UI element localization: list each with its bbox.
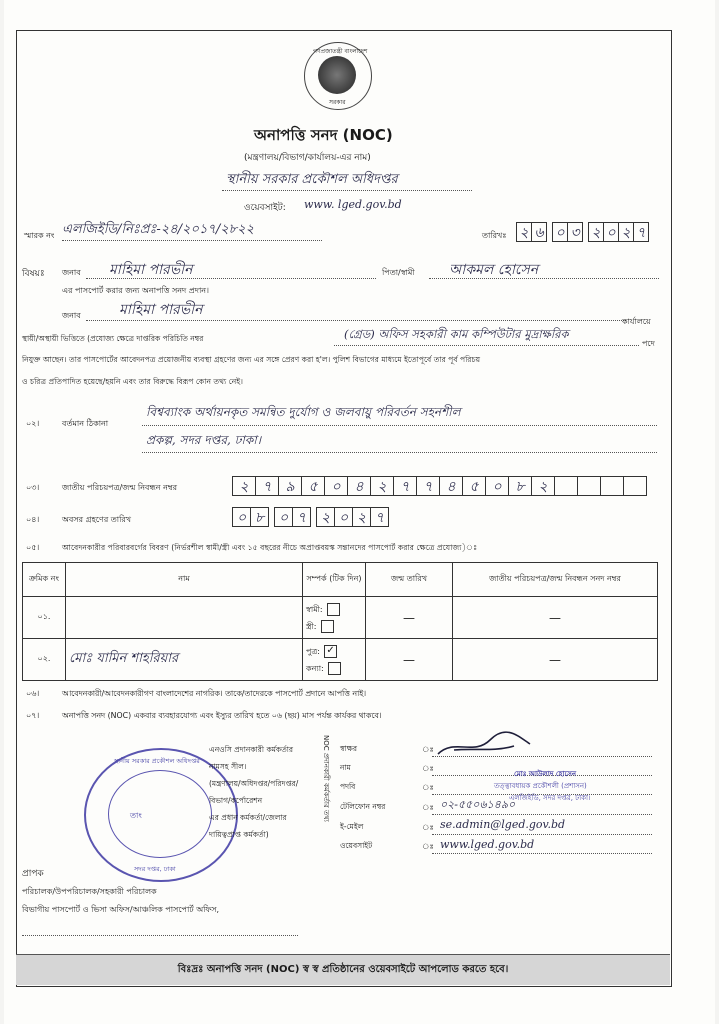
relation-husband-checkbox[interactable] — [327, 603, 340, 616]
digit-box: ২ — [232, 476, 256, 496]
field-colon: ঃ — [422, 803, 434, 812]
field-colon: ঃ — [422, 783, 434, 792]
email-value: se.admin@lged.gov.bd — [440, 818, 566, 831]
address-line-1: বিশ্বব্যাংক অর্থায়নকৃত সমন্বিত দুর্যোগ ও জলবায়ু পরিবর্তন সহনশীল — [146, 405, 461, 419]
digit-box: ২ — [516, 222, 532, 242]
signatory-field-label: স্বাক্ষর — [340, 744, 357, 753]
website-field-value: www.lged.gov.bd — [440, 838, 535, 851]
row-nid: — — [453, 597, 658, 639]
retirement-date-boxes — [232, 507, 388, 527]
item-02-label: বর্তমান ঠিকানা — [62, 419, 109, 428]
digit-box: ৪ — [439, 476, 463, 496]
item-03-label: জাতীয় পরিচয়পত্র/জন্ম নিবন্ধন নম্বর — [62, 483, 177, 492]
relation-wife-label: স্ত্রী: — [306, 621, 317, 631]
declaration-06: আবেদনকারী/আবেদনকারীগণ বাংলাদেশের নাগরিক। তাকে/তাদেরকে পাসপোর্ট প্রদানে আপত্তি নাই। — [62, 689, 367, 698]
line3-suffix: পদে — [642, 339, 655, 348]
relation-son-label: পুত্র: — [306, 646, 321, 656]
header-nid: জাতীয় পরিচয়পত্র/জন্ম নিবন্ধন সনদ নম্বর — [453, 563, 658, 597]
row-dob: — — [366, 639, 453, 681]
date-boxes — [516, 222, 648, 242]
digit-box: ৭ — [370, 507, 389, 527]
recipient-line-1: পরিচালক/উপপরিচালক/সহকারী পরিচালক — [22, 887, 157, 896]
item-02-number: ০২। — [26, 419, 40, 428]
father-name: আকমল হোসেন — [449, 262, 539, 278]
father-label: পিতা/স্বামী — [382, 268, 415, 277]
digit-box: ৩ — [567, 222, 583, 242]
signatory-field-label: নাম — [340, 763, 351, 772]
signatory-left-line: এর প্রধান কর্মকর্তা/জেলার — [209, 813, 287, 822]
digit-box: ০ — [334, 507, 353, 527]
row-dob: — — [366, 597, 453, 639]
address-line-2: প্রকল্প, সদর দপ্তর, ঢাকা। — [146, 433, 262, 447]
row-name: মোঃ যামিন শাহরিয়ার — [66, 639, 303, 681]
digit-box: ০ — [324, 476, 348, 496]
recipient-line-2: বিভাগীয় পাসপোর্ট ও ভিসা অফিস/আঞ্চলিক পাসপোর্ট অফিস, — [22, 905, 220, 914]
name-stamp-line-2: তত্ত্বাবধায়ক প্রকৌশলী (প্রশাসন) — [494, 782, 587, 790]
stamp-date-label: তাং — [130, 811, 142, 820]
office-name: স্থানীয় সরকার প্রকৌশল অধিদপ্তর — [226, 172, 398, 187]
digit-box: ৮ — [250, 507, 269, 527]
header-relation: সম্পর্ক (টিক দিন) — [303, 563, 366, 597]
row-serial: ০১. — [23, 597, 66, 639]
row-name — [66, 597, 303, 639]
digit-box: ৬ — [531, 222, 547, 242]
signatory-left-line: (মন্ত্রণালয়/অধিদপ্তর/পরিদপ্তর/ — [209, 779, 299, 788]
table-row — [23, 597, 658, 639]
digit-box: ২ — [618, 222, 634, 242]
field-colon: ঃ — [422, 745, 434, 754]
digit-box: ০ — [603, 222, 619, 242]
signature-image — [434, 730, 534, 762]
office-label: কার্যালয়ে — [622, 317, 651, 326]
digit-box: ৪ — [347, 476, 371, 496]
name-stamp-line-3: এলজিইডি, সদর দপ্তর, ঢাকা। — [509, 794, 591, 802]
item-05-number: ০৫। — [26, 543, 40, 552]
memo-number: এলজিইডি/নিঃপ্রঃ-২৪/২০১৭/২৮২২ — [62, 222, 255, 237]
memo-label: স্মারক নং — [24, 231, 55, 240]
digit-box: ২ — [531, 476, 555, 496]
stamp-top-text: স্থানীয় সরকার প্রকৌশল অধিদপ্তর — [114, 757, 200, 765]
signatory-field-label: ওয়েবসাইট — [340, 841, 373, 850]
relation-wife-checkbox[interactable] — [321, 620, 334, 633]
digit-box: ৭ — [393, 476, 417, 496]
item-05-label: আবেদনকারীর পরিবারবর্গের বিবরণ (নির্ভরশীল স্বামী/স্ত্রী এবং ১৫ বছরের নীচে অপ্রাপ্তবয়স্ক সন্তানদের পাসপোর্ট করার ক্ষেত্রে প্রযোজ্য)ঃ — [62, 543, 478, 552]
header-name: নাম — [66, 563, 303, 597]
row-nid: — — [453, 639, 658, 681]
digit-box: ৮ — [508, 476, 532, 496]
janab-label: জনাব — [62, 268, 81, 277]
digit-box — [577, 476, 601, 496]
phone-value: ০২-৫৫০৬১৪৯০ — [440, 798, 516, 811]
applicant-name: মাহিমা পারভীন — [109, 262, 193, 278]
relation-daughter-label: কন্যা: — [306, 663, 324, 673]
applicant-name-2: মাহিমা পারভীন — [119, 302, 203, 318]
line4: নিযুক্ত আছেন। তার পাসপোর্টের আবেদনপত্র প্রয়োজনীয় ব্যবস্থা গ্রহণের জন্য এর সঙ্গে প্রেরণ করা হ'ল। পুলিশ বিভাগের মাধ্যমে ইতোপূর্বে তার পূর্ব পরিচয় — [22, 355, 481, 364]
digit-box — [554, 476, 578, 496]
digit-box: ২ — [316, 507, 335, 527]
header-dob: জন্ম তারিখ — [366, 563, 453, 597]
line5: ও চরিত্র প্রতিপাদিত হয়েছে/হয়নি এবং তার বিরুদ্ধে বিরূপ কোন তথ্য নেই। — [22, 377, 243, 386]
website-label: ওয়েবসাইট: — [244, 203, 286, 213]
item-03-number: ০৩। — [26, 483, 40, 492]
relation-daughter-checkbox[interactable] — [328, 662, 341, 675]
family-table — [22, 562, 658, 681]
item-04-label: অবসর গ্রহণের তারিখ — [62, 515, 132, 524]
item-07-number: ০৭। — [26, 711, 40, 720]
digit-box: ৯ — [278, 476, 302, 496]
line3-prefix: স্থায়ী/অস্থায়ী ভিত্তিতে (প্রযোজ্য ক্ষেত্রে দাপ্তরিক পরিচিতি নম্বর — [22, 334, 204, 343]
digit-box: ০ — [274, 507, 293, 527]
item-06-number: ০৬। — [26, 689, 40, 698]
date-label: তারিখঃ — [482, 231, 507, 240]
digit-box — [623, 476, 647, 496]
signatory-field-label: ই-মেইল — [340, 822, 364, 831]
signatory-left-line: বিভাগ/কর্পোরেশন — [209, 796, 263, 805]
government-seal — [304, 42, 372, 110]
item-04-number: ০৪। — [26, 515, 40, 524]
document-title: অনাপত্তি সনদ (NOC) — [254, 126, 393, 144]
table-row — [23, 639, 658, 681]
digit-box: ৭ — [633, 222, 649, 242]
digit-box: ২ — [352, 507, 371, 527]
digit-box: ৭ — [292, 507, 311, 527]
name-stamp-line-1: মোঃ আউলাদ হোসেন — [514, 770, 577, 778]
digit-box: ৫ — [462, 476, 486, 496]
digit-box: ০ — [552, 222, 568, 242]
janab-label-2: জনাব — [62, 311, 81, 320]
signatory-left-line: এনওসি প্রদানকারী কর্মকর্তার — [209, 745, 294, 754]
digit-box: ০ — [485, 476, 509, 496]
digit-box: ২ — [588, 222, 604, 242]
digit-box: ০ — [232, 507, 251, 527]
document-page — [4, 0, 715, 1024]
website-value: www. lged.gov.bd — [304, 198, 402, 211]
stamp-bottom-text: সদর দপ্তর, ঢাকা — [134, 865, 176, 873]
designation: (গ্রেড) অফিস সহকারী কাম কম্পিউটার মুদ্রাক্ষরিক — [344, 327, 569, 341]
declaration-07: অনাপত্তি সনদ (NOC) একবার ব্যবহারযোগ্য এবং ইস্যুর তারিখ হতে ০৬ (ছয়) মাস পর্যন্ত কার্যকর থাকবে। — [62, 711, 382, 720]
digit-box: ৫ — [301, 476, 325, 496]
digit-box — [600, 476, 624, 496]
digit-box: ৭ — [416, 476, 440, 496]
seal-bottom-text: সরকার — [329, 99, 346, 106]
subject-label: বিষয়ঃ — [22, 269, 45, 279]
digit-box: ৭ — [255, 476, 279, 496]
digit-box: ২ — [370, 476, 394, 496]
nid-boxes — [232, 476, 646, 496]
relation-husband-label: স্বামী: — [306, 604, 323, 614]
field-colon: ঃ — [422, 842, 434, 851]
passport-line: এর পাসপোর্ট করার জন্য অনাপত্তি সনদ প্রদান। — [62, 286, 209, 295]
header-serial: ক্রমিক নং — [23, 563, 66, 597]
signatory-left-line: দায়িত্বপ্রাপ্ত কর্মকর্তা) — [209, 830, 269, 839]
relation-son-checkbox[interactable]: ✓ — [324, 645, 337, 658]
recipient-label: প্রাপক — [22, 869, 44, 879]
row-serial: ০২. — [23, 639, 66, 681]
field-colon: ঃ — [422, 823, 434, 832]
field-colon: ঃ — [422, 764, 434, 773]
signatory-left-line: নামসহ সীল। — [209, 762, 247, 771]
vertical-label: NOC প্রদানকারী কর্মকর্তার তথ্য — [322, 735, 330, 822]
signatory-field-label: পদবি — [340, 782, 356, 791]
document-subtitle: (মন্ত্রণালয়/বিভাগ/কার্যালয়-এর নাম) — [244, 153, 371, 163]
seal-top-text: গণপ্রজাতন্ত্রী বাংলাদেশ — [313, 48, 368, 55]
signatory-field-label: টেলিফোন নম্বর — [340, 802, 386, 811]
footer-note: বিঃদ্রঃ অনাপত্তি সনদ (NOC) স্ব স্ব প্রতিষ্ঠানের ওয়েবসাইটে আপলোড করতে হবে। — [16, 954, 670, 985]
